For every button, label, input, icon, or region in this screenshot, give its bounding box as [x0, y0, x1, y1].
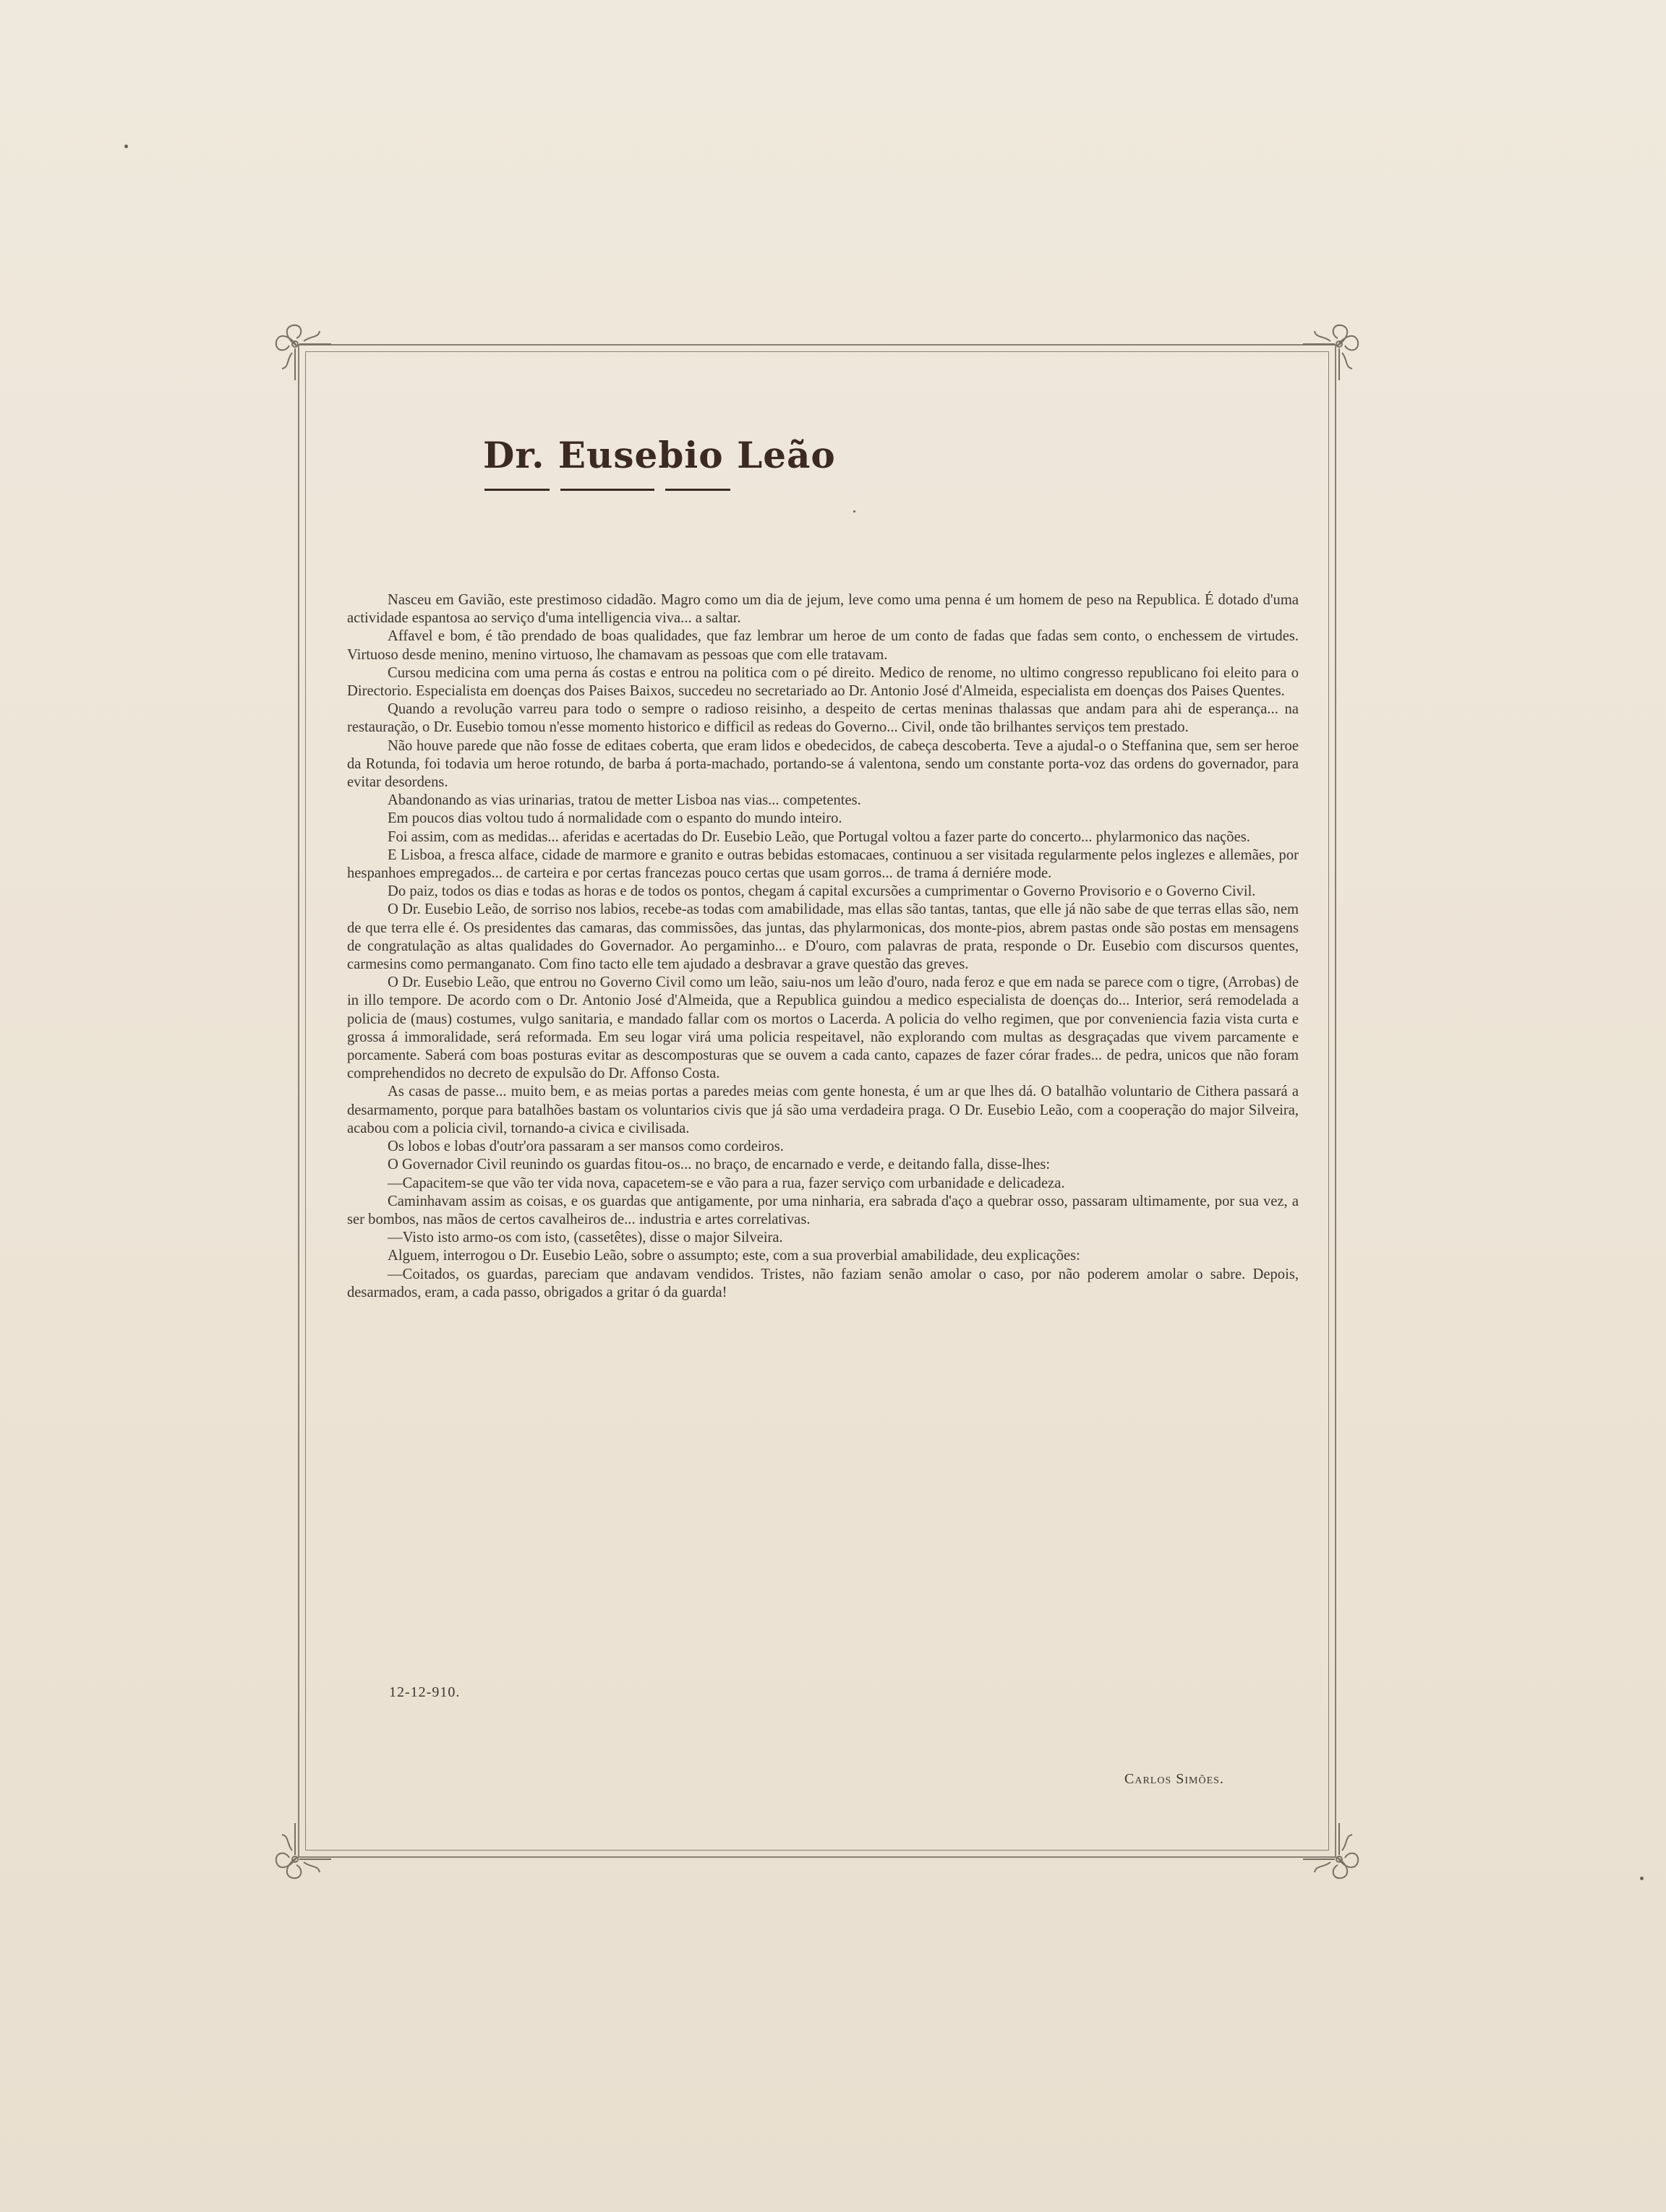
corner-ornament-icon	[1302, 1822, 1367, 1887]
paragraph: Os lobos e lobas d'outr'ora passaram a ser mansos como cordeiros.	[388, 1139, 784, 1155]
paragraph: Em poucos dias voltou tudo á normalidade com o espanto do mundo inteiro.	[388, 810, 842, 827]
corner-ornament-icon	[268, 1822, 333, 1887]
title-underline	[484, 489, 550, 491]
title-underline	[560, 489, 654, 491]
paragraph: Foi assim, com as medidas... aferidas e acertadas do Dr. Eusebio Leão, que Portugal voltou a fazer parte do concerto... phylarmonico das nações.	[388, 828, 1250, 845]
paragraph: O Dr. Eusebio Leão, de sorriso nos labios, recebe-as todas com amabilidade, mas ellas são tantas, tantas, que elle já não sabe de que terras ellas são, nem de que terra elle é. Os presidentes das camaras, das commissões, das juntas, das phylarmonicas, dos monte-pios, abrem pastas onde são postas em mensagens de congratulação as altas qualidades do Governador. Ao pergaminho... e D'ouro, com palavras de prata, responde o Dr. Eusebio com discursos quentes, carmesins como permanganato. Com fino tacto elle tem ajudado a desbravar a grave questão das greves.	[347, 901, 1299, 973]
corner-ornament-icon	[1302, 317, 1367, 382]
article-body	[347, 591, 1299, 1302]
corner-ornament-icon	[268, 317, 333, 382]
paragraph: —Capacitem-se que vão ter vida nova, capacetem-se e vão para a rua, fazer serviço com urbanidade e delicadeza.	[388, 1175, 1065, 1191]
paragraph: O Governador Civil reunindo os guardas fitou-os... no braço, de encarnado e verde, e deitando falla, disse-lhes:	[388, 1157, 1051, 1173]
date-line: 12-12-910.	[389, 1684, 461, 1700]
paragraph: Quando a revolução varreu para todo o sempre o radioso reisinho, a despeito de certas meninas thalassas que andam para ahi de esperança... na restauração, o Dr. Eusebio tomou n'esse momento historico e difficil as redeas do Governo... Civil, onde tão brilhantes serviços tem prestado.	[347, 701, 1299, 736]
paragraph: Affavel e bom, é tão prendado de boas qualidades, que faz lembrar um heroe de um conto de fadas que fadas sem conto, o enchessem de virtudes. Virtuoso desde menino, menino virtuoso, lhe chamavam as pessoas que com elle tratavam.	[347, 628, 1299, 663]
page-title: Dr. Eusebio Leão	[483, 434, 836, 476]
paragraph: —Visto isto armo-os com isto, (cassetêtes), disse o major Silveira.	[388, 1230, 783, 1246]
paragraph: Alguem, interrogou o Dr. Eusebio Leão, sobre o assumpto; este, com a sua proverbial amabilidade, deu explicações:	[388, 1248, 1080, 1264]
paper-speck	[853, 510, 855, 513]
paragraph: Abandonando as vias urinarias, tratou de metter Lisboa nas vias... competentes.	[388, 792, 861, 809]
paragraph: Nasceu em Gavião, este prestimoso cidadão. Magro como um dia de jejum, leve como uma penna é um homem de peso na Republica. É dotado d'uma actividade espantosa ao serviço d'uma intelligencia viva... a saltar.	[347, 592, 1299, 627]
paragraph: Caminhavam assim as coisas, e os guardas que antigamente, por uma ninharia, era sabrada d'aço a quebrar osso, passaram ultimamente, por sua vez, a ser bombos, nas mãos de certos cavalheiros de... industria e artes correlativas.	[347, 1193, 1299, 1227]
paragraph: Cursou medicina com uma perna ás costas e entrou na politica com o pé direito. Medico de renome, no ultimo congresso republicano foi eleito para o Directorio. Especialista em doenças dos Paises Baixos, succedeu no secretariado ao Dr. Antonio José d'Almeida, especialista em doenças dos Paises Quentes.	[347, 664, 1299, 700]
paper-speck	[1640, 1877, 1644, 1880]
paragraph: Do paiz, todos os dias e todas as horas e de todos os pontos, chegam á capital excursões a cumprimentar o Governo Provisorio e o Governo Civil.	[388, 883, 1256, 900]
paper-speck	[124, 145, 128, 148]
paragraph: E Lisboa, a fresca alface, cidade de marmore e granito e outras bebidas estomacaes, continuou a ser visitada regularmente pelos inglezes e allemães, por hespanhoes empregados... de carteira e por certas francezas pouco certas que usam gorros... de trama á derniére mode.	[347, 846, 1299, 882]
paragraph: Não houve parede que não fosse de editaes coberta, que eram lidos e obedecidos, de cabeça descoberta. Teve a ajudal-o o Steffanina que, sem ser heroe da Rotunda, foi todavia um heroe rotundo, de barba á porta-machado, portando-se á valentona, sendo um constante porta-voz das ordens do governador, para evitar desordens.	[347, 737, 1299, 791]
paragraph: —Coitados, os guardas, pareciam que andavam vendidos. Tristes, não faziam senão amolar o caso, por não poderem amolar o sabre. Depois, desarmados, eram, a cada passo, obrigados a gritar ó da guarda!	[347, 1266, 1299, 1300]
author-signature: Carlos Simões.	[1124, 1771, 1224, 1787]
paragraph: As casas de passe... muito bem, e as meias portas a paredes meias com gente honesta, é um ar que lhes dá. O batalhão voluntario de Cithera passará a desarmamento, porque para batalhões bastam os voluntarios civis que já são uma verdadeira praga. O Dr. Eusebio Leão, com a cooperação do major Silveira, acabou com a policia civil, tornando-a civica e civilisada.	[347, 1084, 1299, 1136]
title-underline	[665, 489, 730, 491]
paragraph: O Dr. Eusebio Leão, que entrou no Governo Civil como um leão, saiu-nos um leão d'ouro, nada feroz e que em nada se parece com o tigre, (Arrobas) de in illo tempore. De acordo com o Dr. Antonio José d'Almeida, que a Republica guindou a medico especialista de doenças do... Interior, será remodelada a policia de (maus) costumes, vulgo sanitaria, e mandado fallar com os mortos o Lacerda. A policia do velho regimen, que por conveniencia fazia vista curta e grossa á immoralidade, será reformada. Em seu logar virá uma policia respeitavel, não explorando com multas as desgraçadas que vivem parcamente e porcamente. Saberá com boas posturas evitar as descomposturas que se ouvem a cada canto, capazes de fazer córar frades... de pedra, unicos que não foram comprehendidos no decreto de expulsão do Dr. Affonso Costa.	[347, 974, 1299, 1082]
